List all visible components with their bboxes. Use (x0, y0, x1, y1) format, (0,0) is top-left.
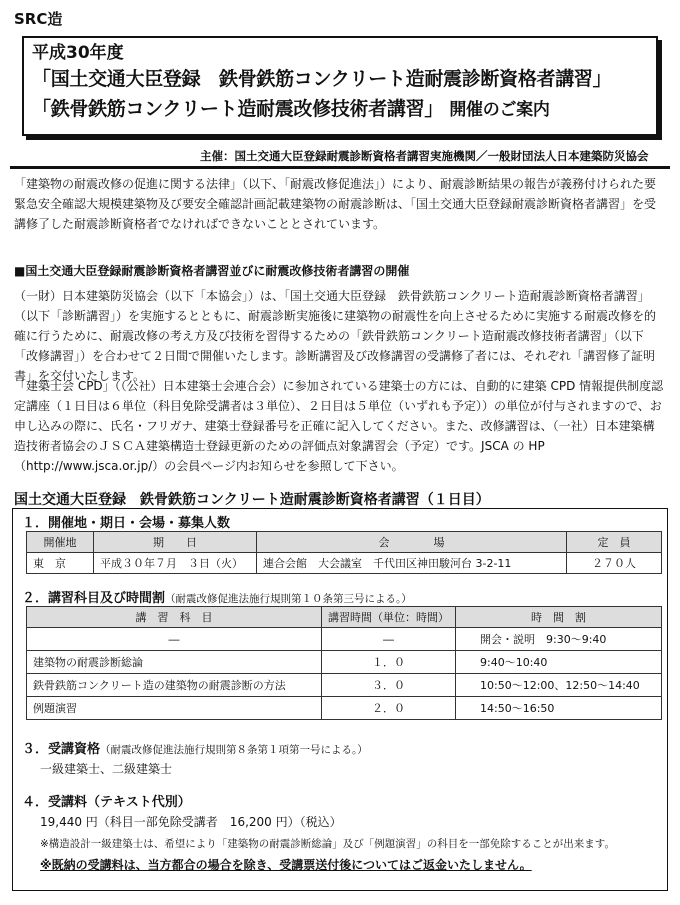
table-cell: １．０ (322, 651, 456, 674)
table-header-row (27, 532, 662, 553)
section-paragraph-1: （一財）日本建築防災協会（以下「本協会」）は、「国土交通大臣登録 鉄骨鉄筋コンクリート造耐震診断資格者講習」（以下「診断講習」）を実施するとともに、耐震診断実施後に建築物の耐震性を向上させるために実施する耐震改修を的確に行うために、耐震改修の考え方及び技術を習得するための「鉄骨鉄筋コンクリート造耐震改修技術者講習」（以下「改修講習」）を合わせて２日間で開催いたします。診断講習及び改修講習の受講修了者には、それぞれ「講習修了証明書」を交付いたします。 (14, 289, 657, 383)
title-line-2 (32, 94, 648, 125)
header-cell: 講 習 科 目 (27, 607, 322, 628)
title-line-2-suffix: 開催のご案内 (449, 100, 550, 120)
section-paragraph-2: 「建築士会 CPD」（（公社）日本建築士会連合会）に参加されている建築士の方には、自動的に建築 CPD 情報提供制度認定講座（１日目は６単位（科目免除受講者は３単位）、２日目は５単位（いずれも予定））の単位が付与されますので、お申し込みの際に、氏名・フリガナ、建築士登録番号を正確に記入してください。また、改修講習は、（一社）日本建築構造技術者協会のＪＳＣＡ建築構造士登録更新のための評価点対象講習会（予定）です。JSCA の HP（http://www.jsca.or.jp/）の会員ページ内お知らせを参照して下さい。 (14, 379, 664, 473)
table-row (27, 674, 662, 697)
item2-heading (22, 587, 412, 606)
table-cell: ― (322, 628, 456, 651)
item3-note: （耐震改修促進法施行規則第８条第１項第一号による。） (100, 744, 368, 756)
table-cell: 連合会館 大会議室 千代田区神田駿河台 3-2-11 (257, 553, 567, 574)
table-row (27, 697, 662, 720)
header-cell: 期 日 (94, 532, 257, 553)
table-cell: 平成３０年７月 ３日（火） (94, 553, 257, 574)
item2-heading-text: ２．講習科目及び時間割 (22, 591, 166, 606)
table-header-row (27, 607, 662, 628)
item3-heading-text: ３．受講資格 (22, 742, 101, 757)
table-cell: 10:50～12:00、12:50～14:40 (456, 674, 662, 697)
item3-heading (22, 738, 368, 757)
course-title: 国土交通大臣登録 鉄骨鉄筋コンクリート造耐震診断資格者講習（１日目） (14, 492, 490, 508)
table-row (27, 651, 662, 674)
table-cell: ― (27, 628, 322, 651)
header-cell: 講習時間（単位：時間） (322, 607, 456, 628)
fee-value: 19,440 円（科目一部免除受講者 16,200 円）（税込） (40, 815, 342, 829)
item4-heading: ４．受講料（テキスト代別） (22, 795, 191, 810)
title-line-2-main: 「鉄骨鉄筋コンクリート造耐震改修技術者講習」 (32, 98, 444, 120)
header-cell: 定 員 (567, 532, 662, 553)
schedule-table (26, 606, 662, 720)
section-heading: ■国土交通大臣登録耐震診断資格者講習並びに耐震改修技術者講習の開催 (14, 264, 410, 278)
header-cell: 時 間 割 (456, 607, 662, 628)
table-cell: 14:50～16:50 (456, 697, 662, 720)
item2-note: （耐震改修促進法施行規則第１０条第三号による。） (165, 593, 412, 605)
structure-type-label: SRC造 (14, 10, 63, 28)
table-cell: 建築物の耐震診断総論 (27, 651, 322, 674)
table-row (27, 553, 662, 574)
organizer: 主催：国土交通大臣登録耐震診断資格者講習実施機関／一般財団法人日本建築防災協会 (200, 149, 649, 163)
table-cell: ３．０ (322, 674, 456, 697)
table-row (27, 628, 662, 651)
table-cell: 鉄骨鉄筋コンクリート造の建築物の耐震診断の方法 (27, 674, 322, 697)
fee-note-refund: ※既納の受講料は、当方都合の場合を除き、受講票送付後についてはご返金いたしません。 (40, 858, 532, 872)
header-cell: 会 場 (257, 532, 567, 553)
table-cell: 9:40～10:40 (456, 651, 662, 674)
table-cell: 東 京 (27, 553, 94, 574)
title-line-1: 「国土交通大臣登録 鉄骨鉄筋コンクリート造耐震診断資格者講習」 (32, 68, 612, 90)
table-cell: 例題演習 (27, 697, 322, 720)
qualification-value: 一級建築士、二級建築士 (40, 762, 173, 776)
divider (10, 166, 670, 169)
intro-paragraph: 「建築物の耐震改修の促進に関する法律」（以下、「耐震改修促進法」）により、耐震診断結果の報告が義務付けられた要緊急安全確認大規模建築物及び要安全確認計画記載建築物の耐震診断は、「国土交通大臣登録耐震診断資格者講習」を受講修了した耐震診断資格者でなければできないこととされています。 (14, 177, 657, 231)
item1-heading: １．開催地・期日・会場・募集人数 (22, 516, 231, 531)
title-box (22, 36, 658, 136)
table-cell: 開会・説明 9:30～9:40 (456, 628, 662, 651)
fee-note-exemption: ※構造設計一級建築士は、希望により「建築物の耐震診断総論」及び「例題演習」の科目を一部免除することが出来ます。 (40, 838, 615, 850)
table-cell: ２．０ (322, 697, 456, 720)
header-cell: 開催地 (27, 532, 94, 553)
table-cell: ２７０人 (567, 553, 662, 574)
venue-table (26, 531, 662, 574)
title-year: 平成30年度 (32, 43, 124, 63)
